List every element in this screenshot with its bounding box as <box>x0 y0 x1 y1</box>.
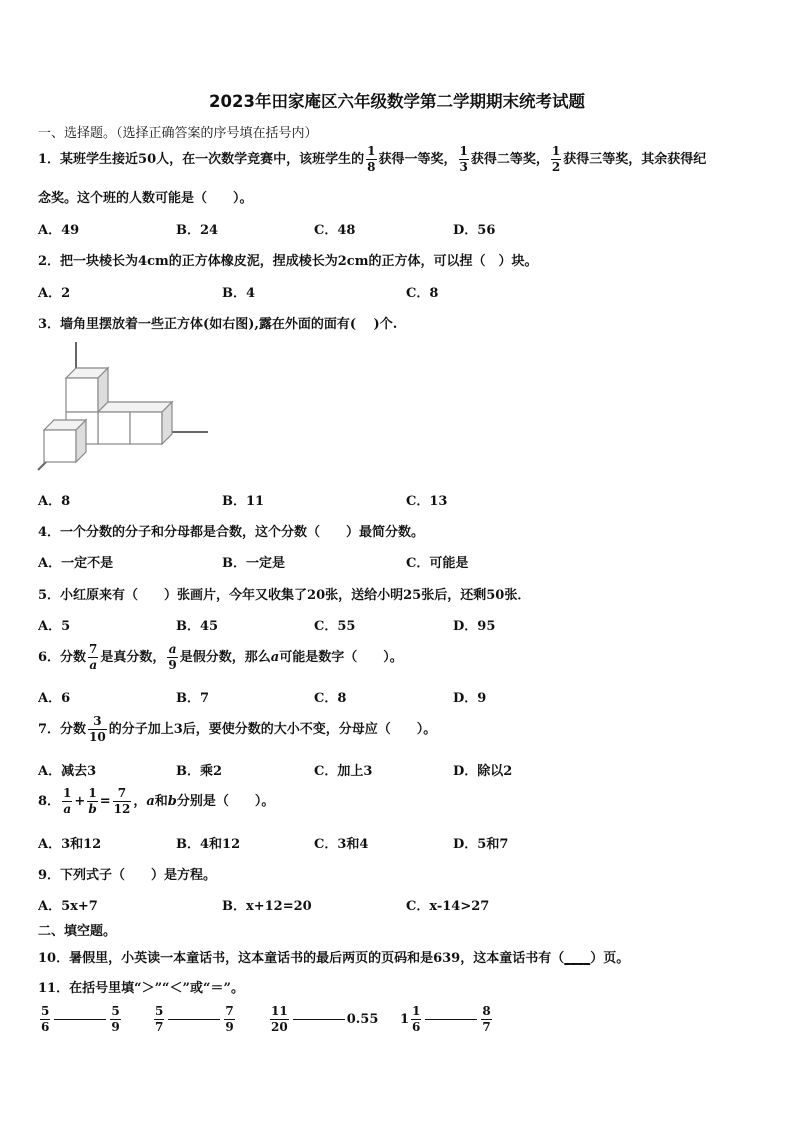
option-c: C．55 <box>314 619 356 634</box>
option-b: B．乘2 <box>176 764 223 779</box>
question-1-line2: 念奖。这个班的人数可能是（ ）。 <box>38 191 253 206</box>
option-b: B．4和12 <box>176 837 241 852</box>
answer-blank <box>168 1019 220 1020</box>
option-d: D．9 <box>453 691 487 706</box>
section-heading-choice: 一、选择题。（选择正确答案的序号填在括号内） <box>38 126 318 141</box>
question-2: 2．把一块棱长为4cm的正方体橡皮泥，捏成棱长为2cm的正方体，可以捏（ ）块。 <box>38 254 538 269</box>
fraction: $\frac{7}{a}$ <box>89 642 98 672</box>
question-8: 8． $\frac{1}{a}$ + $\frac{1}{b}$ = $\frac{7}{12}$ ，a和b分别是（ ）。 <box>38 786 275 816</box>
question-7: 7．分数 $\frac{3}{10}$ 的分子加上3后，要使分数的大小不变，分母应（ ）。 <box>38 714 437 744</box>
option-d: D．除以2 <box>453 764 513 779</box>
option-a: A．6 <box>38 691 71 706</box>
option-c: C．可能是 <box>406 556 469 571</box>
option-c: C．8 <box>314 691 347 706</box>
comparison-item-2: $\frac{5}{7}$ $\frac{7}{9}$ <box>155 1004 234 1034</box>
option-a: A．8 <box>38 494 71 509</box>
question-1: 1．某班学生接近50人，在一次数学竞赛中，该班学生的 $\frac{1}{8}$ 获得一等奖， $\frac{1}{3}$ 获得二等奖， $\frac{1}{2}$ 获得三等奖，其余获得纪 <box>38 144 707 174</box>
option-b: B．4 <box>222 286 256 301</box>
option-d: D．5和7 <box>453 837 509 852</box>
option-b: B．45 <box>176 619 219 634</box>
fraction: $\frac{1}{8}$ <box>367 144 376 174</box>
fraction: $\frac{a}{9}$ <box>168 642 177 672</box>
question-1-text: 1．某班学生接近50人，在一次数学竞赛中，该班学生的 <box>38 152 365 167</box>
answer-blank <box>293 1019 345 1020</box>
section-heading-fill: 二、填空题。 <box>38 924 117 939</box>
answer-blank <box>425 1019 477 1020</box>
option-c: C．8 <box>406 286 439 301</box>
option-c: C．x-14>27 <box>406 899 490 914</box>
question-9: 9．下列式子（ ）是方程。 <box>38 868 217 883</box>
option-b: B．11 <box>222 494 265 509</box>
fraction: $\frac{1}{2}$ <box>551 144 561 174</box>
question-11: 11．在括号里填“＞”“＜”或“＝”。 <box>38 981 244 996</box>
fraction: $\frac{1}{a}$ <box>63 786 72 816</box>
option-b: B．一定是 <box>222 556 285 571</box>
fraction: $\frac{1}{3}$ <box>459 144 468 174</box>
option-a: A．5 <box>38 619 71 634</box>
option-d: D．56 <box>453 223 496 238</box>
option-a: A．49 <box>38 223 80 238</box>
option-c: C．48 <box>314 223 356 238</box>
question-6: 6．分数 $\frac{7}{a}$ 是真分数， $\frac{a}{9}$ 是假分数，那么a可能是数字（ ）。 <box>38 642 403 672</box>
fraction: $\frac{3}{10}$ <box>89 714 106 744</box>
comparison-item-1: $\frac{5}{6}$ $\frac{5}{9}$ <box>41 1004 120 1034</box>
question-4: 4．一个分数的分子和分母都是合数，这个分数（ ）最简分数。 <box>38 525 425 540</box>
question-3: 3．墙角里摆放着一些正方体(如右图),露在外面的面有( )个. <box>38 317 398 332</box>
option-a: A．5x+7 <box>38 899 98 914</box>
answer-blank <box>54 1019 106 1020</box>
option-d: D．95 <box>453 619 496 634</box>
option-a: A．一定不是 <box>38 556 114 571</box>
option-c: C．13 <box>406 494 448 509</box>
answer-blank: ____ <box>564 951 591 966</box>
option-c: C．加上3 <box>314 764 373 779</box>
option-a: A．2 <box>38 286 71 301</box>
cube-stack-figure <box>36 340 216 475</box>
option-b: B．24 <box>176 223 219 238</box>
fraction: $\frac{7}{12}$ <box>113 786 131 816</box>
option-a: A．减去3 <box>38 764 97 779</box>
question-5: 5．小红原来有（ ）张画片，今年又收集了20张，送给小明25张后，还剩50张． <box>38 588 531 603</box>
comparison-item-4: 1 $\frac{1}{6}$ $\frac{8}{7}$ <box>400 1004 491 1034</box>
option-b: B．7 <box>176 691 210 706</box>
option-c: C．3和4 <box>314 837 369 852</box>
option-a: A．3和12 <box>38 837 102 852</box>
question-10: 10．暑假里，小英读一本童话书，这本童话书的最后两页的页码和是639，这本童话书有（____）页。 <box>38 951 630 966</box>
option-b: B．x+12=20 <box>222 899 312 914</box>
comparison-item-3: $\frac{11}{20}$ 0.55 <box>271 1004 379 1034</box>
fraction: $\frac{1}{b}$ <box>88 786 97 816</box>
page-title: 2023年田家庵区六年级数学第二学期期末统考试题 <box>209 92 585 111</box>
